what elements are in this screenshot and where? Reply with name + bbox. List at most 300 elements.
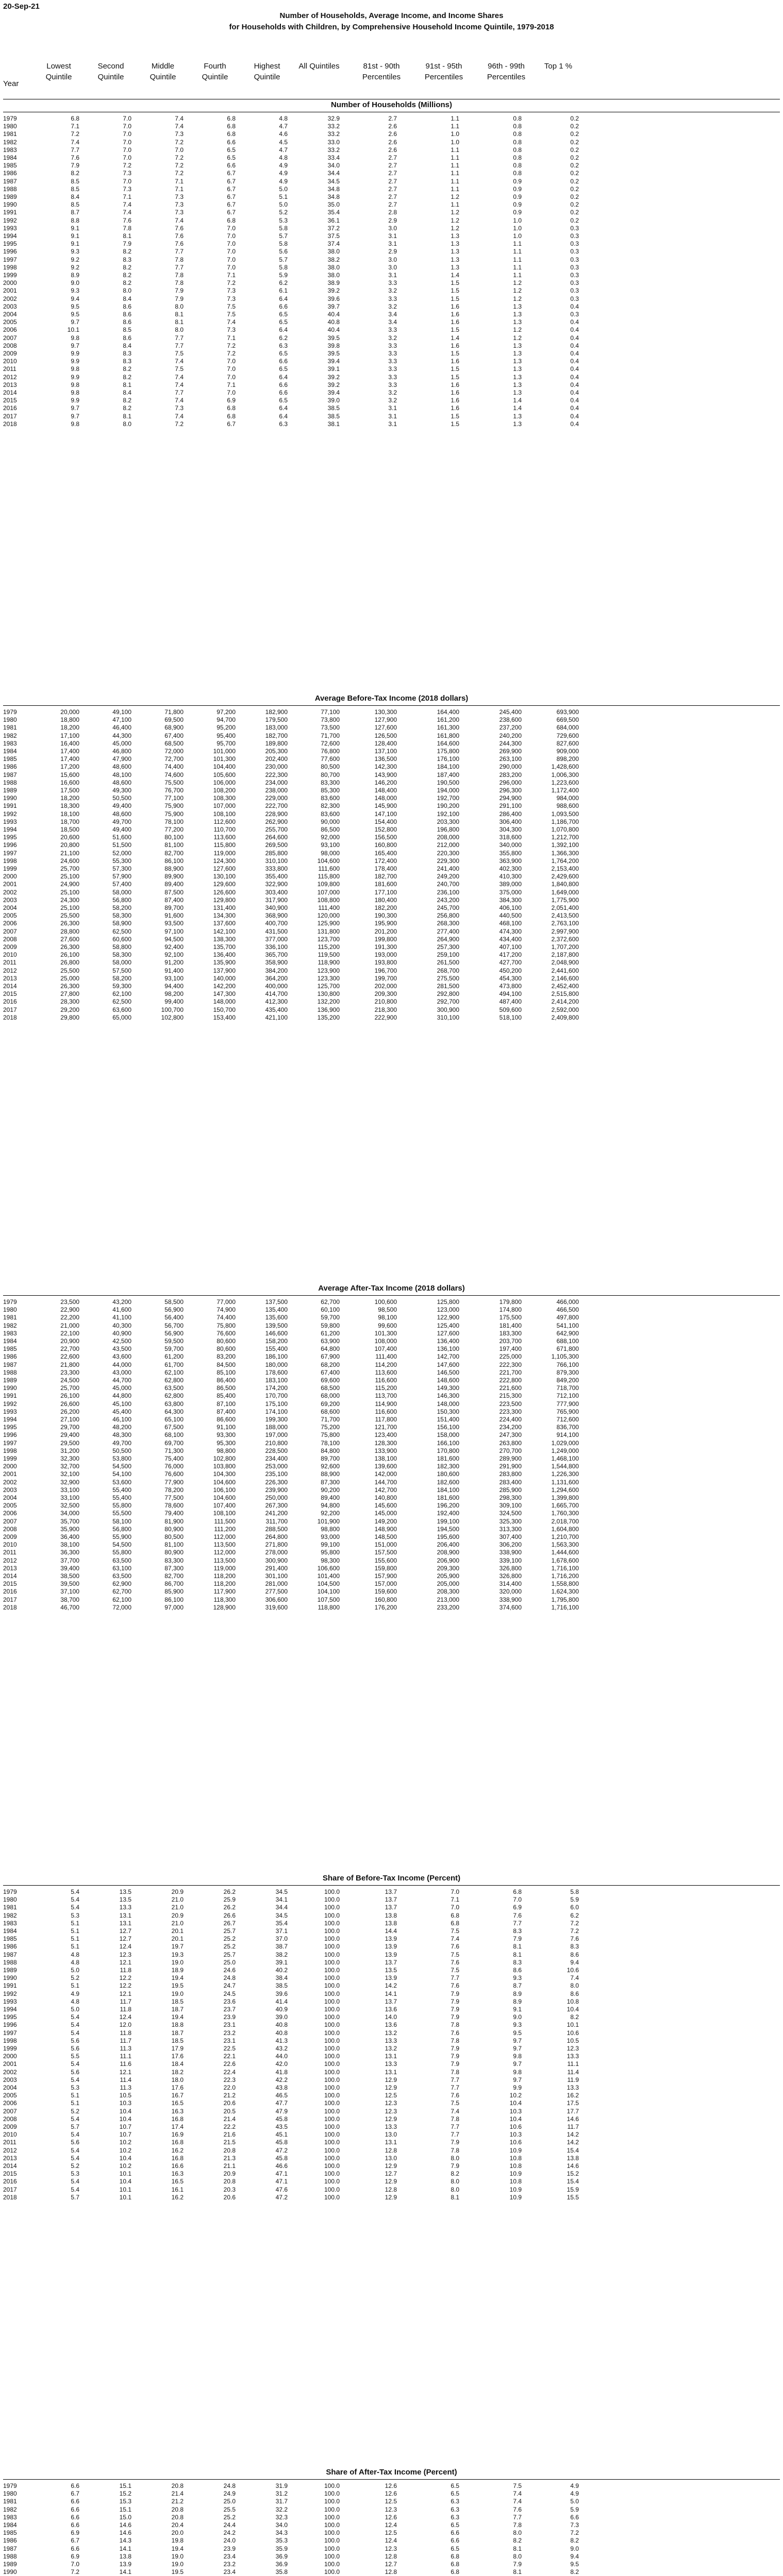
value-cell: 374,600 [499,1603,522,1611]
value-cell: 230,000 [265,763,288,771]
year-cell: 1980 [3,2490,17,2498]
value-cell: 159,600 [374,1588,397,1596]
value-cell: 6.6 [71,2505,79,2513]
value-cell: 0.8 [513,154,522,161]
value-cell: 12.0 [119,2021,131,2029]
value-cell: 239,900 [265,1486,288,1494]
value-cell: 62,500 [112,998,131,1006]
value-cell: 72,600 [321,739,340,747]
value-cell: 75,800 [216,1321,236,1329]
value-cell: 7.7 [451,2084,459,2091]
value-cell: 56,900 [164,1306,184,1314]
value-cell: 21.2 [223,2092,236,2099]
section-title: Average Before-Tax Income (2018 dollars) [314,694,469,703]
value-cell: 6.4 [279,404,288,412]
year-cell: 1994 [3,826,17,833]
value-cell: 100.0 [324,1888,340,1895]
value-cell: 12.4 [119,1943,131,1951]
value-cell: 93,100 [164,974,184,982]
value-cell: 37.0 [275,1935,288,1943]
value-cell: 38,100 [60,1541,79,1549]
value-cell: 21,000 [60,1321,79,1329]
value-cell: 16.6 [171,2162,184,2170]
header-year: Year [3,79,19,88]
value-cell: 93,000 [321,1533,340,1540]
value-cell: 100.0 [324,2521,340,2529]
value-cell: 89,400 [164,880,184,888]
table-row [0,1927,783,1935]
value-cell: 12.7 [119,1927,131,1935]
value-cell: 40.4 [327,326,340,334]
value-cell: 8.2 [570,2568,579,2576]
table-row [0,1337,783,1345]
value-cell: 7.5 [451,1927,459,1935]
table-row [0,1314,783,1321]
header-81-90: 81st - 90th Percentiles [362,62,401,81]
value-cell: 8.9 [513,1997,522,2005]
table-row [0,896,783,904]
value-cell: 2,409,800 [551,1013,579,1021]
value-cell: 8.2 [123,397,131,404]
value-cell: 119,000 [213,849,236,857]
value-cell: 7.3 [175,201,184,209]
value-cell: 157,000 [374,1580,397,1588]
table-row [0,123,783,130]
value-cell: 123,700 [317,935,340,943]
value-cell: 7.0 [227,373,236,381]
value-cell: 14.1 [385,1990,397,1997]
value-cell: 1,678,600 [551,1556,579,1564]
value-cell: 100.0 [324,1974,340,1982]
value-cell: 25.9 [223,1896,236,1904]
value-cell: 25,700 [60,865,79,872]
value-cell: 100,600 [374,1298,397,1306]
value-cell: 68,500 [164,739,184,747]
table-row [0,279,783,287]
value-cell: 7.0 [227,256,236,263]
value-cell: 26,600 [60,1400,79,1408]
value-cell: 68,100 [164,1431,184,1439]
value-cell: 115,200 [318,943,340,951]
year-cell: 1986 [3,1353,17,1361]
value-cell: 9.9 [71,350,79,357]
table-row [0,193,783,201]
value-cell: 1.0 [451,138,459,146]
table-row [0,404,783,412]
value-cell: 0.2 [570,123,579,130]
section-rule [3,705,780,706]
value-cell: 236,100 [437,888,459,896]
value-cell: 7.8 [175,272,184,279]
year-cell: 2012 [3,967,17,974]
value-cell: 108,100 [213,1510,236,1517]
value-cell: 8.0 [175,326,184,334]
value-cell: 10.7 [119,2131,131,2139]
value-cell: 115,800 [318,873,340,880]
table-row [0,2021,783,2029]
value-cell: 12.4 [385,2537,397,2545]
value-cell: 13.5 [119,1888,131,1895]
value-cell: 4.5 [279,138,288,146]
value-cell: 0.4 [570,365,579,373]
year-cell: 1980 [3,123,17,130]
value-cell: 8.7 [513,1982,522,1990]
value-cell: 7.9 [451,2045,459,2052]
value-cell: 100.0 [324,2084,340,2091]
table-row [0,334,783,342]
value-cell: 21.2 [171,2498,184,2505]
value-cell: 277,400 [437,927,459,935]
value-cell: 18.5 [171,2037,184,2044]
value-cell: 97,200 [216,708,236,716]
value-cell: 35.3 [275,2537,288,2545]
value-cell: 220,300 [437,849,459,857]
value-cell: 1.5 [451,365,459,373]
value-cell: 34.0 [275,2521,288,2529]
value-cell: 1.4 [513,397,522,404]
value-cell: 333,800 [265,865,288,872]
value-cell: 39.5 [327,334,340,342]
value-cell: 9.1 [71,224,79,232]
value-cell: 6.6 [279,358,288,365]
value-cell: 80,900 [164,1549,184,1556]
value-cell: 494,100 [499,990,522,998]
year-cell: 2014 [3,1572,17,1580]
value-cell: 1.5 [451,295,459,302]
value-cell: 147,100 [374,810,397,818]
table-row [0,2139,783,2146]
value-cell: 113,600 [375,1368,397,1376]
value-cell: 5.4 [71,2029,79,2037]
value-cell: 309,100 [499,1502,522,1510]
value-cell: 2,048,900 [551,959,579,967]
value-cell: 18.2 [171,2068,184,2076]
value-cell: 11.4 [120,2076,131,2083]
value-cell: 269,900 [499,748,522,755]
value-cell: 160,800 [374,841,397,849]
value-cell: 137,500 [265,1298,288,1306]
value-cell: 43.8 [275,2084,288,2091]
value-cell: 1,093,500 [551,810,579,818]
header-middle-quintile: Middle Quintile [149,62,176,81]
value-cell: 5.4 [71,2013,79,2021]
value-cell: 36,300 [60,1549,79,1556]
value-cell: 6.5 [451,2490,459,2498]
value-cell: 61,700 [164,1361,184,1368]
value-cell: 7.7 [175,334,184,342]
value-cell: 170,800 [437,1447,459,1454]
value-cell: 32,300 [60,1455,79,1462]
table-row [0,2545,783,2553]
value-cell: 54,500 [112,1541,131,1549]
value-cell: 355,400 [265,873,288,880]
value-cell: 47.9 [275,2107,288,2115]
value-cell: 161,300 [437,724,459,732]
value-cell: 0.4 [570,373,579,381]
value-cell: 7.0 [123,138,131,146]
value-cell: 8.1 [123,412,131,420]
table-row [0,2178,783,2185]
value-cell: 473,800 [499,982,522,990]
value-cell: 17.4 [171,2123,184,2130]
value-cell: 20,600 [60,834,79,841]
value-cell: 136,900 [317,1006,340,1013]
value-cell: 10.8 [567,1997,579,2005]
value-cell: 12.9 [385,2193,397,2201]
value-cell: 101,400 [317,1572,340,1580]
value-cell: 3.3 [388,326,397,334]
year-cell: 1999 [3,1455,17,1462]
value-cell: 7.1 [175,177,184,185]
table-row [0,920,783,927]
value-cell: 160,800 [374,1596,397,1603]
value-cell: 15.5 [567,2193,579,2201]
value-cell: 261,500 [437,959,459,967]
table-row [0,2123,783,2131]
value-cell: 11.3 [120,2084,131,2091]
year-cell: 1993 [3,818,17,825]
year-cell: 1997 [3,849,17,857]
value-cell: 289,900 [499,1455,522,1462]
value-cell: 18,200 [60,724,79,732]
value-cell: 148,000 [374,794,397,802]
value-cell: 87,300 [321,1478,340,1486]
value-cell: 2,187,800 [551,951,579,959]
value-cell: 49,700 [112,1439,131,1447]
value-cell: 9.4 [570,2552,579,2560]
value-cell: 14.6 [119,2521,131,2529]
value-cell: 450,200 [499,967,522,974]
value-cell: 32.9 [327,115,340,122]
year-cell: 2016 [3,998,17,1006]
value-cell: 10.4 [119,2154,131,2162]
value-cell: 58,000 [112,959,131,967]
value-cell: 7.5 [175,365,184,373]
value-cell: 12.8 [385,2568,397,2576]
table-row [0,256,783,264]
value-cell: 49,400 [112,802,131,810]
value-cell: 18.7 [171,2029,184,2037]
value-cell: 76,800 [321,748,340,755]
value-cell: 118,800 [318,1603,340,1611]
value-cell: 13.8 [567,2154,579,2162]
value-cell: 355,800 [499,849,522,857]
value-cell: 5.8 [279,263,288,271]
value-cell: 1,604,800 [551,1525,579,1533]
value-cell: 7.6 [175,240,184,248]
table-row [0,1470,783,1478]
value-cell: 13.7 [385,1958,397,1966]
value-cell: 91,600 [164,912,184,920]
value-cell: 6.8 [451,2552,459,2560]
year-cell: 1989 [3,787,17,794]
value-cell: 192,700 [437,794,459,802]
value-cell: 7.2 [227,342,236,349]
date-stamp: 20-Sep-21 [3,2,40,11]
value-cell: 65,000 [112,1013,131,1021]
value-cell: 100.0 [324,2552,340,2560]
value-cell: 14.4 [385,1927,397,1935]
value-cell: 271,800 [265,1541,288,1549]
table-row [0,841,783,849]
value-cell: 2,429,600 [551,873,579,880]
value-cell: 190,300 [374,912,397,920]
year-cell: 2002 [3,1478,17,1486]
value-cell: 326,800 [499,1572,522,1580]
value-cell: 117,900 [213,1588,236,1596]
value-cell: 80,600 [216,1345,236,1353]
value-cell: 0.2 [570,130,579,138]
value-cell: 72,000 [164,748,184,755]
value-cell: 7.9 [451,2006,459,2013]
value-cell: 6.5 [227,154,236,161]
value-cell: 0.3 [570,256,579,263]
year-cell: 1991 [3,802,17,810]
value-cell: 48,100 [112,771,131,778]
value-cell: 2,413,500 [551,912,579,920]
value-cell: 9.8 [71,381,79,388]
value-cell: 62,700 [321,1298,340,1306]
value-cell: 142,200 [213,982,236,990]
value-cell: 262,900 [265,818,288,825]
value-cell: 23.1 [223,2021,236,2029]
value-cell: 135,600 [265,1314,288,1321]
value-cell: 47.1 [275,2170,288,2178]
value-cell: 1,294,600 [551,1486,579,1494]
table-row [0,1455,783,1463]
value-cell: 88,900 [164,865,184,872]
year-cell: 2014 [3,982,17,990]
value-cell: 5.4 [71,1904,79,1911]
value-cell: 3.1 [388,420,397,428]
year-cell: 2011 [3,365,16,373]
value-cell: 95,800 [321,1549,340,1556]
value-cell: 100.0 [324,1935,340,1943]
value-cell: 40.8 [275,2021,288,2029]
value-cell: 0.9 [513,209,522,216]
value-cell: 1.3 [513,350,522,357]
value-cell: 104,400 [213,763,236,771]
value-cell: 1.1 [451,170,459,177]
table-row [0,1306,783,1314]
value-cell: 118,300 [213,1596,236,1603]
header-96-99: 96th - 99th Percentiles [487,62,526,81]
value-cell: 26,300 [60,982,79,990]
value-cell: 15.1 [119,2482,131,2489]
value-cell: 11.9 [567,2076,579,2083]
value-cell: 161,800 [437,732,459,739]
value-cell: 38.0 [327,272,340,279]
table-row [0,232,783,240]
value-cell: 118,200 [213,1580,236,1588]
value-cell: 310,100 [265,857,288,865]
year-cell: 2005 [3,318,17,326]
value-cell: 3.3 [388,373,397,381]
year-cell: 2012 [3,2146,17,2154]
value-cell: 165,400 [374,849,397,857]
value-cell: 6.2 [570,1911,579,1919]
value-cell: 7.4 [175,397,184,404]
value-cell: 8.2 [513,2537,522,2545]
value-cell: 8.2 [123,365,131,373]
value-cell: 5.4 [71,2146,79,2154]
value-cell: 7.9 [451,2162,459,2170]
value-cell: 4.7 [279,146,288,154]
value-cell: 108,800 [317,896,340,904]
year-cell: 2004 [3,311,17,318]
value-cell: 19.0 [171,1958,184,1966]
value-cell: 18.5 [171,1997,184,2005]
value-cell: 12.5 [385,2092,397,2099]
value-cell: 4.7 [279,123,288,130]
year-cell: 1988 [3,1958,17,1966]
table-row [0,1604,783,1612]
value-cell: 6.5 [279,365,288,373]
table-row [0,2568,783,2576]
value-cell: 35.8 [275,2568,288,2576]
value-cell: 24.2 [223,2529,236,2537]
year-cell: 1984 [3,2521,17,2529]
value-cell: 83,600 [321,810,340,818]
year-cell: 1992 [3,810,17,818]
value-cell: 10.2 [119,2146,131,2154]
value-cell: 100.0 [324,1919,340,1927]
table-row [0,2170,783,2178]
table-row [0,201,783,209]
value-cell: 7.6 [570,1935,579,1943]
value-cell: 300,900 [265,1556,288,1564]
value-cell: 119,000 [213,1564,236,1572]
value-cell: 7.6 [175,232,184,240]
value-cell: 89,900 [164,873,184,880]
value-cell: 84,800 [321,1447,340,1454]
value-cell: 1.1 [513,272,522,279]
value-cell: 62,100 [164,1368,184,1376]
value-cell: 1.3 [451,248,459,256]
value-cell: 47.2 [275,2146,288,2154]
value-cell: 58,200 [112,974,131,982]
value-cell: 58,300 [112,912,131,920]
value-cell: 61,200 [321,1329,340,1337]
value-cell: 113,500 [213,1556,236,1564]
value-cell: 4.9 [71,1990,79,1997]
value-cell: 229,300 [437,857,459,865]
value-cell: 11.8 [120,1967,131,1974]
value-cell: 127,600 [437,1329,459,1337]
value-cell: 300,900 [437,1006,459,1013]
value-cell: 7.9 [451,2013,459,2021]
value-cell: 6.4 [279,295,288,302]
value-cell: 0.9 [513,185,522,193]
year-cell: 2009 [3,943,17,951]
table-row [0,2186,783,2194]
value-cell: 100.0 [324,1958,340,1966]
value-cell: 7.0 [175,146,184,154]
value-cell: 304,300 [499,826,522,833]
value-cell: 6.6 [279,302,288,310]
value-cell: 2.7 [388,162,397,170]
value-cell: 7.7 [451,2123,459,2130]
table-row [0,998,783,1006]
value-cell: 89,700 [321,1455,340,1462]
value-cell: 100.0 [324,2568,340,2576]
value-cell: 18.4 [171,2060,184,2068]
value-cell: 263,100 [499,755,522,763]
value-cell: 5.1 [71,1982,79,1990]
value-cell: 176,100 [437,755,459,763]
value-cell: 92,600 [321,1463,340,1470]
value-cell: 226,300 [265,1478,288,1486]
